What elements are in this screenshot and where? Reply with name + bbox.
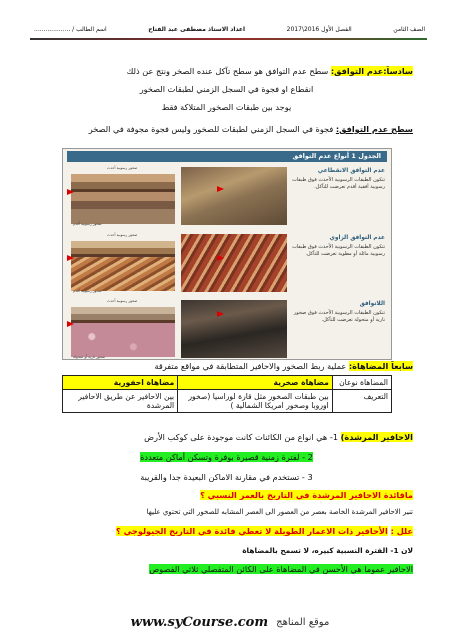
table-header-cell: مضاهاة صخرية	[178, 376, 333, 390]
index-fossils-question-1: ماقائدة الاحافير المرشدة في التاريخ بالعمر النسبي ؟	[200, 490, 413, 500]
table-cell-fossil: بين الاحافير عن طريق الاحافير المرشدة	[63, 390, 178, 413]
photo-arrow-icon	[217, 311, 224, 317]
index-fossils-question-2: علل : الأحافير ذات الاعمار الطويلة لا تعطي فائدة في التاريخ الجيولوجي ؟	[116, 526, 413, 536]
correlation-table	[62, 375, 392, 413]
student-name-field: اسم الطالب / ...................	[34, 25, 107, 33]
index-fossils-answer-2: لان 1- الفترة النسبية كبيره، لا تسمح بالمضاهاة	[242, 546, 413, 555]
unconformity-line-3: يوجد بين طبقات الصخور المتلاكة فقط	[161, 102, 292, 112]
correlation-definition: سابعاً المضاهاة: عملية ربط الصخور والاحافير المتطابقة في مواقع متفرقة	[154, 361, 413, 371]
figure-row-disconformity	[67, 164, 387, 228]
newer-rocks-label: صخور رسوبية أحدث	[107, 299, 138, 303]
igneous-rocks-label: صخور نارية أو متحولة	[73, 355, 106, 359]
table-row-label: التعريف	[332, 390, 391, 413]
site-name-arabic: موقع المناهج	[276, 616, 330, 628]
unconformity-types-figure	[62, 148, 392, 360]
unconformity-line-2: انقطاع او فجوة في السجل الزمني لطبقات الصخور	[139, 84, 314, 94]
boundary-arrow-icon	[67, 189, 74, 195]
nonconformity-photo	[181, 300, 287, 358]
index-fossils-note: الاحافير عموما هي الأحسن في المضاهاة على الكائن المتفصلي ثلاثي الفصوص	[149, 564, 413, 574]
disconformity-block-diagram	[71, 174, 175, 224]
newer-rocks-label: صخور رسوبية أحدث	[107, 166, 138, 170]
index-fossils-answer-1: تنير الاحافير المرشدة الخاصة بعصر من العصور الى العصر المشابه للصخور التي تحتوي عليها	[146, 508, 413, 516]
site-footer	[60, 614, 400, 630]
angular-block-diagram	[71, 241, 175, 291]
boundary-arrow-icon	[67, 255, 74, 261]
figure-title: الجدول 1 أنواع عدم التوافق	[67, 151, 387, 162]
table-header-row	[63, 376, 392, 390]
photo-arrow-icon	[217, 186, 224, 192]
photo-arrow-icon	[217, 255, 224, 261]
correlation-title: سابعاً المضاهاة:	[348, 361, 413, 371]
table-cell-rock: بين طبقات الصخور مثل قارة لوراسيا (صخور اوروبا وصخور امريكا الشمالية )	[178, 390, 333, 413]
table-header-cell: المضاهاة نوعان	[332, 376, 391, 390]
author-label: اعداد الاستاذ مصطفى عبد الفتاح	[148, 25, 246, 33]
angular-photo	[181, 234, 287, 292]
figure-row-angular	[67, 231, 387, 295]
table-header-cell: مضاهاة احفورية	[63, 376, 178, 390]
nonconformity-block-diagram	[71, 307, 175, 357]
unconformity-title: سادساً:عدم التوافق:	[330, 66, 413, 76]
table-row	[63, 390, 392, 413]
index-fossils-item-1: الاحافير المرشدة) 1- هي انواع من الكائنات كانت موجودة على كوكب الأرض	[144, 432, 413, 442]
page-header	[34, 22, 425, 36]
index-fossils-title: الاحافير المرشدة)	[340, 432, 413, 442]
nonconformity-description: اللاتوافق تتكون الطبقات الرسوبية الأحدث فوق صخور نارية أو متحولة تعرضت للتآكل.	[293, 301, 385, 323]
angular-description: عدم التوافق الزاوي تتكون الطبقات الرسوبية الأحدث فوق طبقات رسوبية مائلة أو مطوية تعرضت للتآكل.	[292, 235, 385, 257]
older-rocks-label: صخور رسوبية أقدم	[73, 222, 102, 226]
boundary-arrow-icon	[67, 321, 74, 327]
disconformity-description: عدم التوافق الانقطاعي تتكون الطبقات الرسوبية الأحدث فوق طبقات رسوبية أفقية أقدم تعرضت للتآكل.	[292, 168, 385, 190]
index-fossils-item-2: 2 - لفترة زمنية قصيرة بوفرة وتسكن أماكن متعددة	[140, 452, 313, 462]
newer-rocks-label: صخور رسوبية أحدث	[107, 233, 138, 237]
disconformity-photo	[181, 167, 287, 225]
index-fossils-item-3: 3 - تستخدم في مقارنة الاماكن البعيدة جدا والقريبة	[140, 472, 313, 482]
site-url[interactable]: www.syCourse.com	[130, 614, 269, 630]
grade-label: الصف الثامن	[393, 25, 425, 33]
older-rocks-label: صخور رسوبية أقدم	[73, 289, 102, 293]
figure-row-nonconformity	[67, 297, 387, 361]
term-label: الفصل الأول 2016\2017	[286, 25, 352, 33]
unconformity-definition: سطح عدم التوافق: فجوة في السجل الزمني لطبقات للصخور وليس فجوة مجوفة في الصخر	[88, 124, 413, 134]
header-divider	[30, 38, 427, 40]
unconformity-intro: سادساً:عدم التوافق: سطح عدم التوافق هو سطح تآكل عنده الصخر ونتج عن ذلك	[126, 66, 413, 76]
